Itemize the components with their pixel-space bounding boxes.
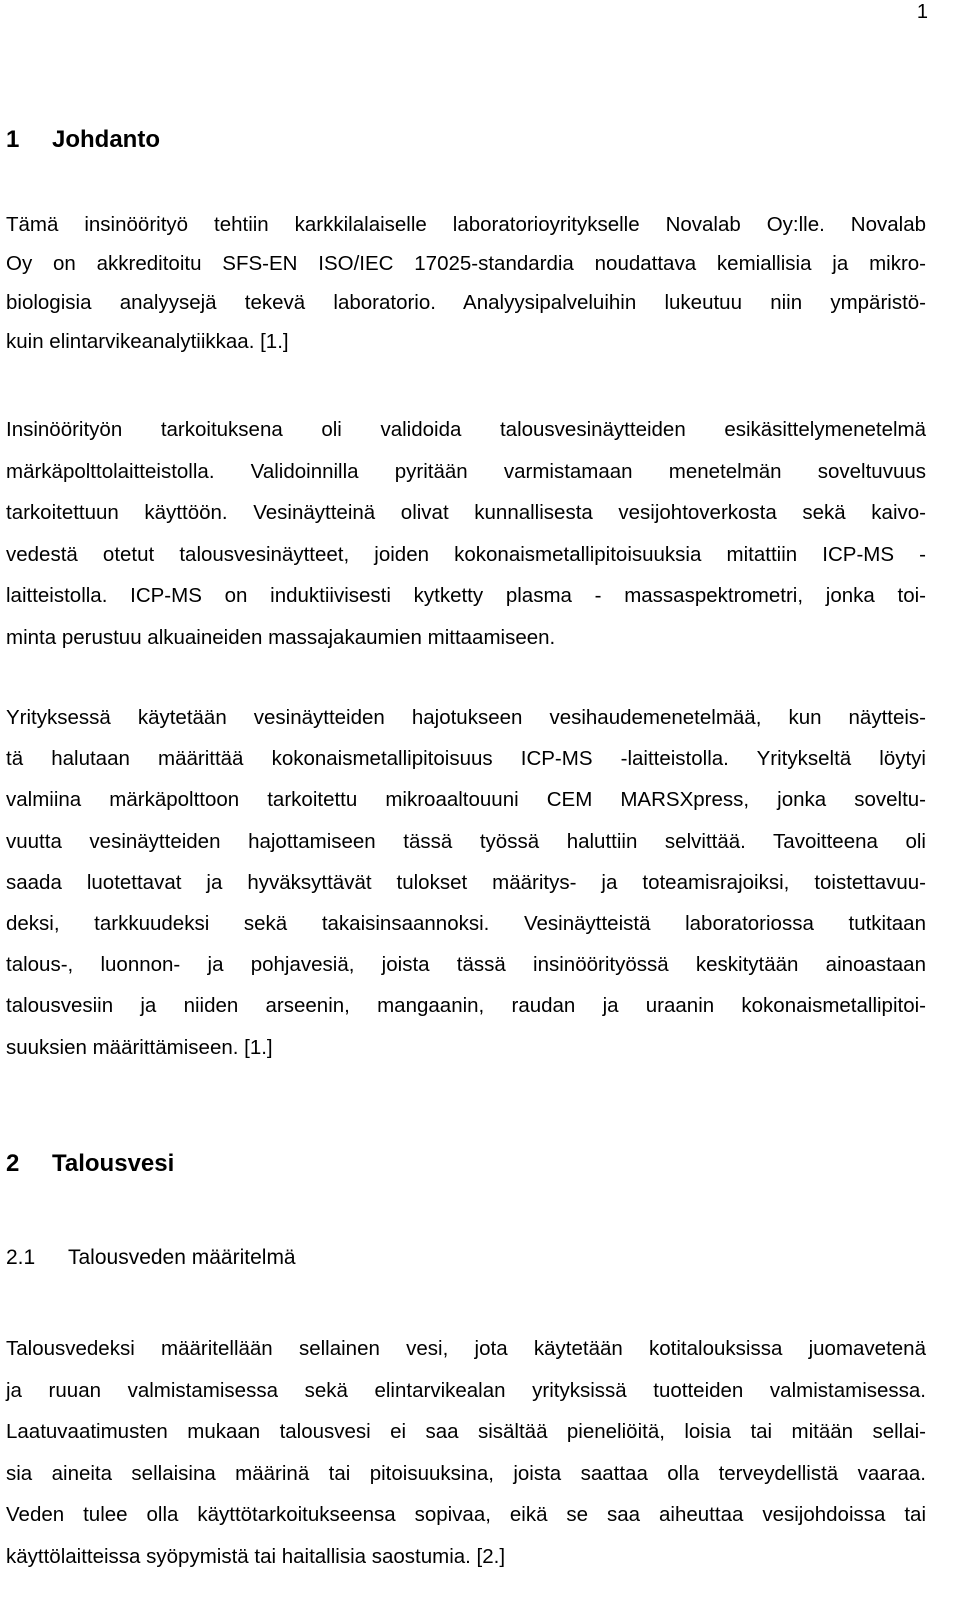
- text-line: käyttölaitteissa syöpymistä tai haitallisia saostumia. [2.]: [6, 1544, 506, 1568]
- section-heading-talousvesi: [6, 1150, 174, 1178]
- text-line: vedestä otetut talousvesinäytteet, joiden kokonaismetallipitoisuuksia mitattiin ICP-MS -: [6, 542, 926, 566]
- text-line: ja ruuan valmistamisessa sekä elintarvikealan yrityksissä tuotteiden valmistamisessa.: [6, 1378, 926, 1402]
- text-line: Yrityksessä käytetään vesinäytteiden hajotukseen vesihaudemenetelmää, kun näytteis-: [6, 706, 926, 729]
- subsection-number: 2.1: [6, 1246, 36, 1269]
- paragraph-definition: [6, 1328, 926, 1577]
- text-line: valmiina märkäpolttoon tarkoitettu mikroaaltouuni CEM MARSXpress, jonka soveltu-: [6, 788, 926, 812]
- text-line: biologisia analyysejä tekevä laboratorio. Analyysipalveluihin lukeutuu niin ympäristö-: [6, 291, 926, 314]
- paragraph-method: [6, 697, 926, 1068]
- subsection-heading-talousveden-maaritelma: [6, 1245, 296, 1271]
- subsection-title: Talousveden määritelmä: [68, 1246, 296, 1269]
- text-line: talous-, luonnon- ja pohjavesiä, joista tässä insinöörityössä keskitytään ainoastaan: [6, 953, 926, 977]
- page-number: 1: [916, 1, 928, 23]
- text-line: Talousvedeksi määritellään sellainen vesi, jota käytetään kotitalouksissa juomavetenä: [6, 1337, 926, 1360]
- text-line: deksi, tarkkuudeksi sekä takaisinsaannoksi. Vesinäytteistä laboratoriossa tutkitaan: [6, 912, 926, 936]
- text-line: Veden tulee olla käyttötarkoitukseensa sopivaa, eikä se saa aiheuttaa vesijohdoissa tai: [6, 1503, 926, 1526]
- text-line: kuin elintarvikeanalytiikkaa. [1.]: [6, 330, 289, 353]
- paragraph-intro: [6, 205, 926, 361]
- section-heading-johdanto: [6, 126, 160, 154]
- text-line: sia aineita sellaisina määrinä tai pitoisuuksina, joista saattaa olla terveydellistä vaaraa.: [6, 1461, 926, 1485]
- text-line: minta perustuu alkuaineiden massajakaumien mittaamiseen.: [6, 625, 556, 649]
- text-line: Oy on akkreditoitu SFS-EN ISO/IEC 17025-standardia noudattava kemiallisia ja mikro-: [6, 252, 926, 275]
- text-line: Tämä insinöörityö tehtiin karkkilalaiselle laboratorioyritykselle Novalab Oy:lle. Novalab: [6, 213, 926, 236]
- text-line: saada luotettavat ja hyväksyttävät tulokset määritys- ja toteamisrajoiksi, toistettavuu-: [6, 870, 926, 894]
- text-line: talousvesiin ja niiden arseenin, mangaanin, raudan ja uraanin kokonaismetallipitoi-: [6, 994, 926, 1018]
- text-line: suuksien määrittämiseen. [1.]: [6, 1035, 273, 1059]
- text-line: märkäpolttolaitteistolla. Validoinnilla pyritään varmistamaan menetelmän soveltuvuus: [6, 459, 926, 483]
- section-number: 1: [6, 126, 20, 153]
- text-line: tarkoitettuun käyttöön. Vesinäytteinä olivat kunnallisesta vesijohtoverkosta sekä kaivo-: [6, 501, 926, 524]
- section-title: Talousvesi: [52, 1150, 175, 1177]
- text-line: laitteistolla. ICP-MS on induktiivisesti kytketty plasma - massaspektrometri, jonka toi-: [6, 584, 926, 607]
- text-line: tä halutaan määrittää kokonaismetallipitoisuus ICP-MS -laitteistolla. Yritykseltä löytyi: [6, 747, 926, 771]
- text-line: Insinöörityön tarkoituksena oli validoida talousvesinäytteiden esikäsittelymenetelmä: [6, 418, 926, 441]
- text-line: vuutta vesinäytteiden hajottamiseen tässä työssä haluttiin selvittää. Tavoitteena oli: [6, 829, 926, 853]
- paragraph-purpose: [6, 409, 926, 658]
- text-line: Laatuvaatimusten mukaan talousvesi ei saa sisältää pieneliöitä, loisia tai mitään sellai-: [6, 1420, 926, 1443]
- section-title: Johdanto: [52, 126, 160, 153]
- section-number: 2: [6, 1150, 20, 1177]
